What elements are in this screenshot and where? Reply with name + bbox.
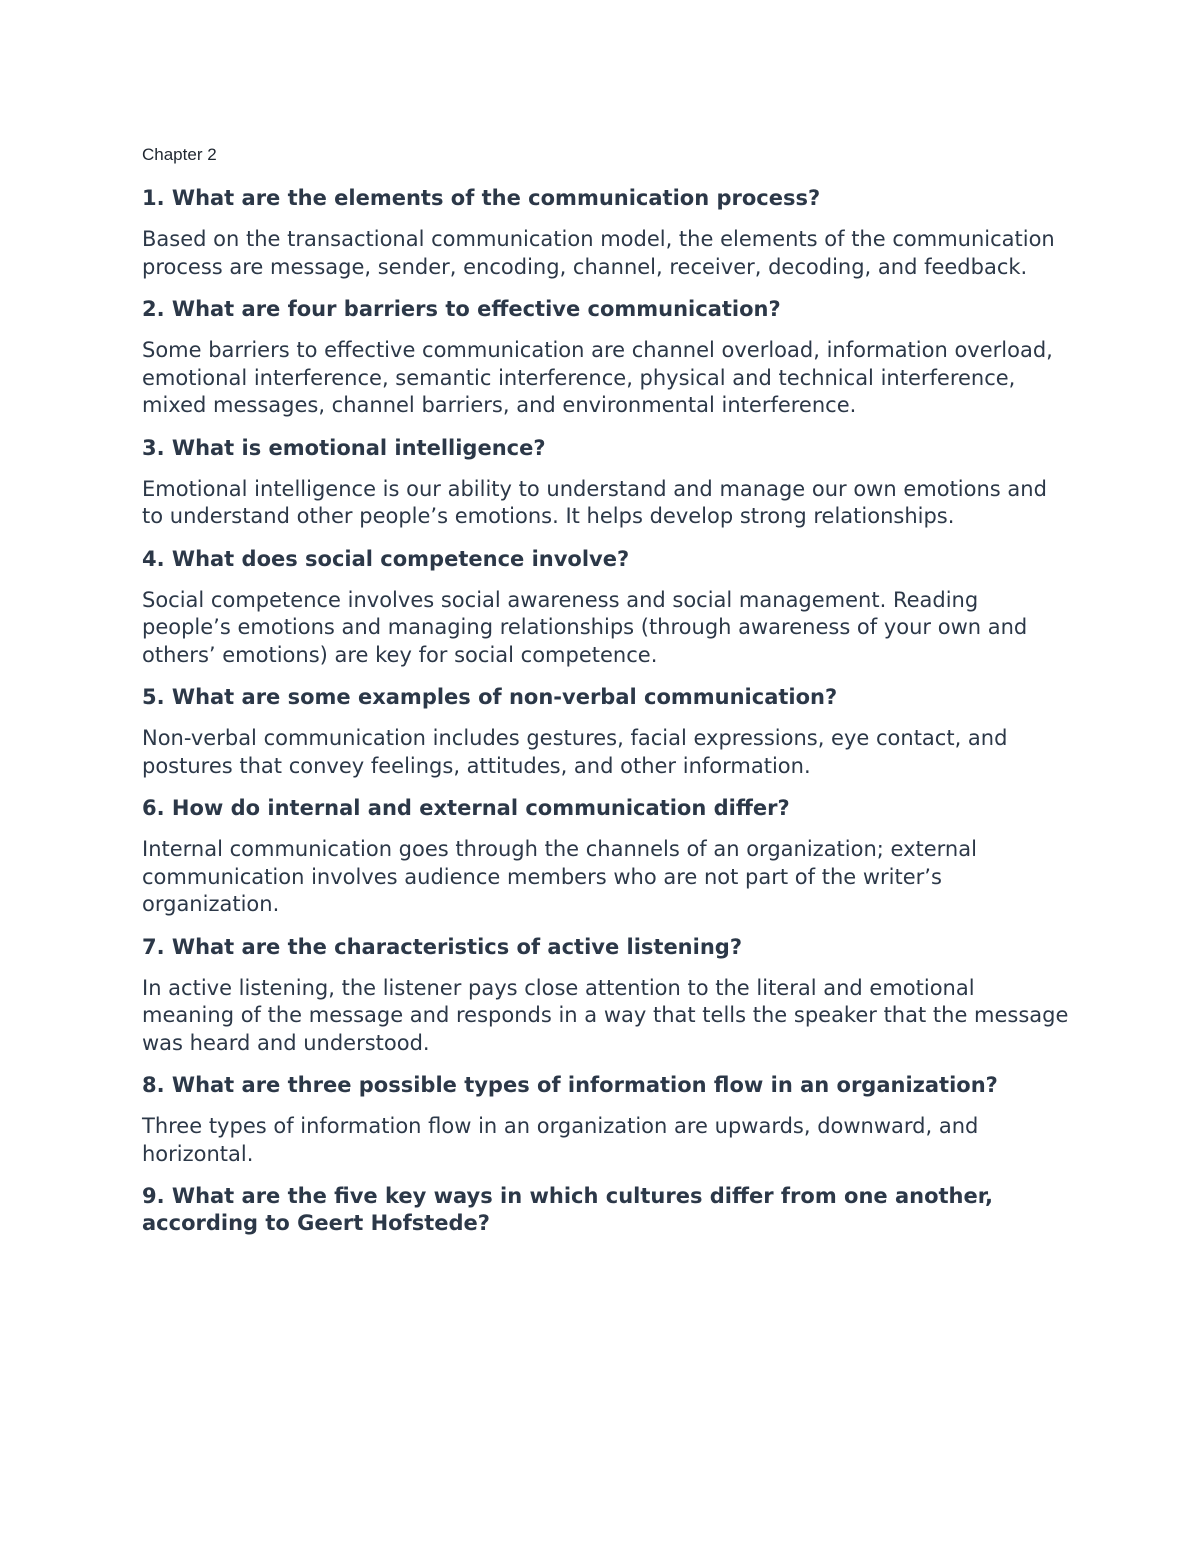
question-7: 7. What are the characteristics of active listening? [142, 934, 742, 959]
document-page [142, 141, 1072, 1251]
question-2: 2. What are four barriers to effective communication? [142, 297, 781, 321]
answer-5: Non-verbal communication includes gestures, facial expressions, eye contact, and postures that convey feelings, attitudes, and other information. [142, 726, 1008, 778]
chapter-label: Chapter 2 [142, 145, 217, 164]
answer-7: In active listening, the listener pays close attention to the literal and emotional meaning of the message and responds in a way that tells the speaker that the message was heard and understood. [142, 975, 1069, 1055]
question-6: 6. How do internal and external communication differ? [142, 796, 790, 820]
qa-item-3 [142, 435, 1072, 531]
qa-item-7 [142, 934, 1072, 1058]
qa-item-1 [142, 185, 1072, 281]
qa-item-9 [142, 1183, 1072, 1237]
answer-2: Some barriers to effective communication are channel overload, information overload, emotional interference, semantic interference, physical and technical interference, mixed messages, channel barriers, and environmental interference. [142, 338, 1053, 417]
qa-item-5 [142, 684, 1072, 780]
question-3: 3. What is emotional intelligence? [142, 435, 546, 460]
qa-item-4 [142, 546, 1072, 670]
question-8: 8. What are three possible types of information flow in an organization? [142, 1073, 998, 1097]
question-1: 1. What are the elements of the communication process? [142, 186, 821, 210]
question-4: 4. What does social competence involve? [142, 546, 630, 571]
question-9: 9. What are the five key ways in which cultures differ from one another, according to Geert Hofstede? [142, 1184, 993, 1235]
answer-1: Based on the transactional communication model, the elements of the communication process are message, sender, encoding, channel, receiver, decoding, and feedback. [142, 227, 1055, 279]
answer-6: Internal communication goes through the channels of an organization; external communication involves audience members who are not part of the writer’s organization. [142, 837, 977, 916]
qa-item-8 [142, 1072, 1072, 1168]
answer-4: Social competence involves social awareness and social management. Reading people’s emotions and managing relationships (through awareness of your own and others’ emotions) are key for social competence. [142, 587, 1028, 667]
qa-item-6 [142, 795, 1072, 919]
answer-8: Three types of information flow in an organization are upwards, downward, and horizontal. [142, 1114, 979, 1166]
question-5: 5. What are some examples of non-verbal communication? [142, 685, 838, 709]
answer-3: Emotional intelligence is our ability to understand and manage our own emotions and to understand other people’s emotions. It helps develop strong relationships. [142, 476, 1047, 528]
qa-item-2 [142, 296, 1072, 420]
